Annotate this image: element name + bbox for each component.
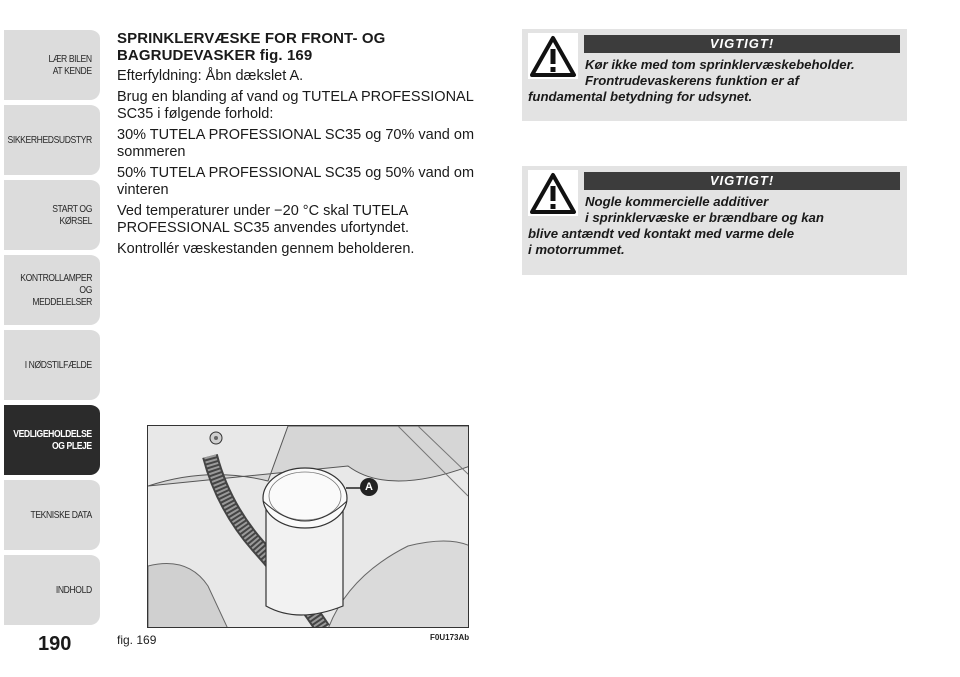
tab-sikkerhedsudstyr[interactable] <box>4 103 100 175</box>
tab-i-nodstilfaelde[interactable] <box>4 328 100 400</box>
warning-line: fundamental betydning for udsynet. <box>528 89 753 104</box>
warning-text <box>528 57 903 105</box>
paragraph: Brug en blanding af vand og TUTELA PROFESSIONAL SC35 i følgende forhold: <box>117 89 474 122</box>
warning-line: Nogle kommercielle additiver <box>585 194 769 209</box>
page-number: 190 <box>38 633 72 655</box>
callout-a <box>360 478 378 496</box>
warning-title: VIGTIGT! <box>584 172 900 190</box>
tab-kontrollamper[interactable] <box>4 253 100 325</box>
tab-label: KONTROLLAMPER OG MEDDELELSER <box>20 272 92 308</box>
paragraph: Efterfyldning: Åbn dækslet A. <box>117 68 304 84</box>
warning-box <box>522 29 907 121</box>
section-heading: SPRINKLERVÆSKE FOR FRONT- OG BAGRUDEVASKER fig. 169 <box>117 30 386 64</box>
warning-line: i sprinklervæske er brændbare og kan <box>585 210 824 225</box>
tab-label: INDHOLD <box>56 584 92 596</box>
tab-label: I NØDSTILFÆLDE <box>25 359 92 371</box>
tab-tekniske-data[interactable] <box>4 478 100 550</box>
warning-line: Kør ikke med tom sprinklervæskebeholder. <box>585 57 855 72</box>
tab-indhold[interactable] <box>4 553 100 625</box>
paragraph: 30% TUTELA PROFESSIONAL SC35 og 70% vand om sommeren <box>117 127 475 160</box>
tab-start-og-korsel[interactable] <box>4 178 100 250</box>
tab-label: START OG KØRSEL <box>52 203 92 227</box>
warning-box <box>522 166 907 275</box>
reservoir-illustration <box>148 426 469 628</box>
tab-label: SIKKERHEDSUDSTYR <box>7 134 92 146</box>
tab-label: LÆR BILEN AT KENDE <box>48 53 92 77</box>
warning-text <box>528 194 903 258</box>
tab-label: TEKNISKE DATA <box>30 509 92 521</box>
paragraph: 50% TUTELA PROFESSIONAL SC35 og 50% vand om vinteren <box>117 165 475 198</box>
tab-laer-bilen-at-kende[interactable] <box>4 28 100 100</box>
paragraph: Kontrollér væskestanden gennem beholderen. <box>117 241 415 257</box>
callout-label: A <box>365 481 373 493</box>
paragraph: Ved temperaturer under −20 °C skal TUTELA PROFESSIONAL SC35 anvendes ufortyndet. <box>117 203 410 236</box>
tab-vedligeholdelse-og-pleje[interactable] <box>4 403 100 475</box>
figure-code: F0U173Ab <box>430 633 470 642</box>
warning-title: VIGTIGT! <box>584 35 900 53</box>
figure-caption: fig. 169 <box>117 633 157 647</box>
tab-label: VEDLIGEHOLDELSE OG PLEJE <box>13 428 92 452</box>
warning-line: Frontrudevaskerens funktion er af <box>585 73 799 88</box>
figure-washer-reservoir <box>147 425 469 628</box>
warning-line: blive antændt ved kontakt med varme dele i motorrummet. <box>528 226 795 257</box>
main-text-column <box>117 30 492 262</box>
